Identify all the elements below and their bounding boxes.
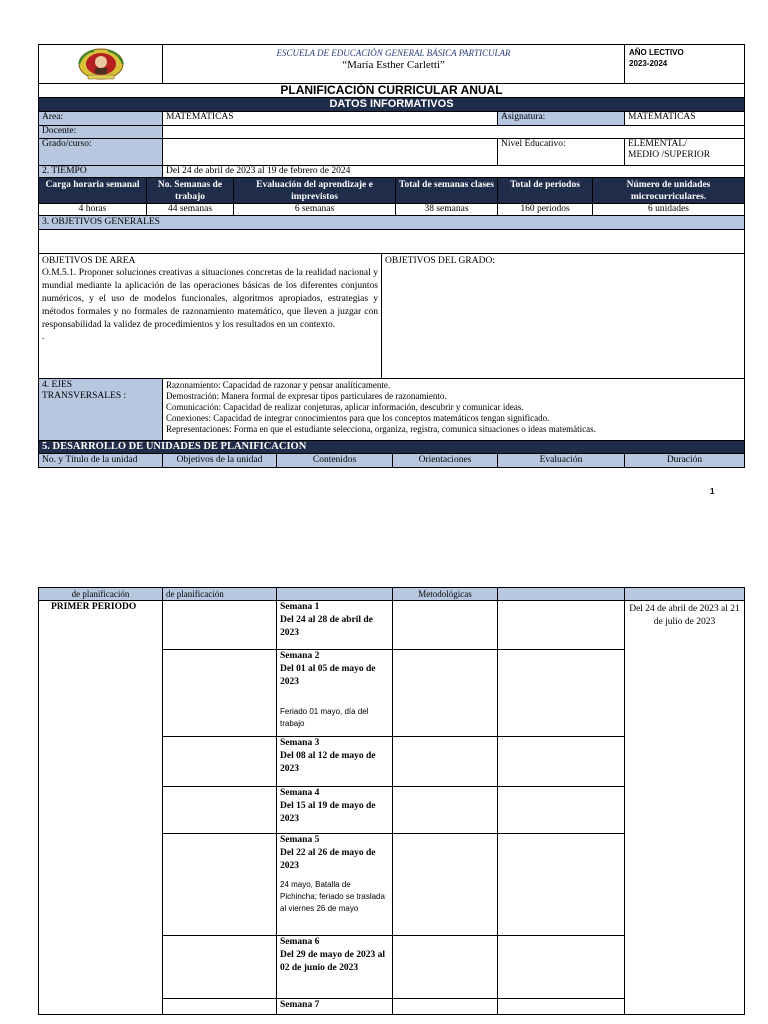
week-dates: Del 29 de mayo de 2023 al 02 de junio de 2023 — [280, 950, 386, 973]
grado-value — [162, 138, 498, 166]
desarrollo-header-2: Objetivos de la unidad — [162, 453, 277, 468]
tiempo-header-6: Número de unidades microcurriculares. — [592, 177, 745, 204]
week-row-orientaciones — [392, 600, 498, 650]
tiempo-value-3: 6 semanas — [233, 203, 396, 216]
datos-informativos-heading: DATOS INFORMATIVOS — [38, 97, 745, 112]
school-name-cell — [162, 44, 625, 84]
week-row-objetivos — [162, 935, 277, 999]
objetivos-grado-title: OBJETIVOS DEL GRADO: — [385, 256, 495, 266]
p2-header-1: de planificación — [38, 587, 163, 601]
objetivos-area-text: O.M.5.1. Proponer soluciones creativas a situaciones concretas de la realidad nacional y mundial mediante la aplicación de las operaciones básicas de los diferentes conjuntos numéricos, y el uso de modelos funcionales, algoritmos apropiados, estrategias y métodos formales y no formales de razonamiento matemático, que lleven a juzgar con responsabilidad la validez de procedimientos y los resultados en un contexto. — [42, 268, 378, 330]
week-dates: Del 01 al 05 de mayo de 2023 — [280, 664, 376, 687]
year-value: 2023-2024 — [629, 59, 668, 68]
week-row-objetivos — [162, 833, 277, 936]
tiempo-header-4: Total de semanas clases — [395, 177, 498, 204]
week-dates: Del 24 al 28 de abril de 2023 — [280, 615, 373, 638]
school-line-1: ESCUELA DE EDUCACIÒN GENERAL BÁSICA PARTICULAR — [276, 48, 511, 58]
week-2-cell — [276, 649, 393, 737]
ejes-label-2: TRANSVERSALES : — [42, 391, 127, 401]
week-row-evaluacion — [497, 786, 625, 834]
week-row-evaluacion — [497, 600, 625, 650]
tiempo-header-3: Evaluación del aprendizaje e imprevistos — [233, 177, 396, 204]
week-dates: Del 22 al 26 de mayo de 2023 — [280, 848, 376, 871]
week-6-cell — [276, 935, 393, 999]
week-row-orientaciones — [392, 649, 498, 737]
week-title: Semana 4 — [280, 788, 320, 798]
year-cell — [624, 44, 745, 84]
objetivos-spacer-row — [38, 229, 745, 254]
week-7-cell — [276, 998, 393, 1015]
week-1-cell — [276, 600, 393, 650]
week-row-evaluacion — [497, 736, 625, 787]
week-row-orientaciones — [392, 833, 498, 936]
desarrollo-header-1: No. y Título de la unidad — [38, 453, 163, 468]
tiempo-value-5: 160 periodos — [497, 203, 593, 216]
ejes-items-cell — [162, 378, 745, 441]
desarrollo-header-6: Duración — [624, 453, 745, 468]
nivel-value-2: MEDIO /SUPERIOR — [628, 150, 711, 160]
period-cell: PRIMER PERIODO — [38, 600, 163, 1015]
ejes-item: Demostración: Manera formal de expresar tipos particulares de razonamiento. — [166, 391, 447, 401]
week-title: Semana 3 — [280, 738, 320, 748]
tiempo-header-2: No. Semanas de trabajo — [146, 177, 234, 204]
nivel-label: Nivel Educativo: — [497, 138, 625, 166]
week-row-evaluacion — [497, 935, 625, 999]
logo-cell — [38, 44, 163, 84]
week-row-evaluacion — [497, 998, 625, 1015]
docente-label: Docente: — [38, 125, 163, 139]
objetivos-area-title: OBJETIVOS DE AREA — [42, 256, 136, 266]
page-number: 1 — [710, 487, 715, 496]
desarrollo-header-3: Contenidos — [276, 453, 393, 468]
ejes-label-cell — [38, 378, 163, 441]
year-label: AÑO LECTIVO — [629, 48, 684, 57]
objetivos-section-label: 3. OBJETIVOS GENERALES — [38, 215, 745, 230]
week-dates: Del 08 al 12 de mayo de 2023 — [280, 751, 376, 774]
week-row-objetivos — [162, 649, 277, 737]
ejes-item: Razonamiento: Capacidad de razonar y pensar analíticamente. — [166, 380, 391, 390]
week-note: 24 mayo, Batalla de Pichincha; feriado se traslada al viernes 26 de mayo — [280, 880, 385, 913]
week-row-objetivos — [162, 998, 277, 1015]
ejes-item: Comunicación: Capacidad de realizar conjeturas, aplicar información, descubrir y comunicar ideas. — [166, 402, 524, 412]
school-line-2: “María Esther Carletti” — [342, 59, 445, 71]
ejes-label-1: 4. EJES — [42, 380, 73, 390]
week-row-objetivos — [162, 786, 277, 834]
desarrollo-header-5: Evaluación — [497, 453, 625, 468]
week-title: Semana 2 — [280, 651, 320, 661]
week-row-orientaciones — [392, 786, 498, 834]
area-value: MATEMATICAS — [162, 111, 498, 126]
docente-value — [162, 125, 745, 139]
p2-header-5 — [497, 587, 625, 601]
asignatura-label: Asignatura: — [497, 111, 625, 126]
desarrollo-section-label: 5. DESARROLLO DE UNIDADES DE PLANIFICACIÓN — [38, 440, 745, 454]
tiempo-value-4: 38 semanas — [395, 203, 498, 216]
week-note: Feriado 01 mayo, día del trabajo — [280, 707, 369, 728]
desarrollo-header-4: Orientaciones — [392, 453, 498, 468]
duration-cell: Del 24 de abril de 2023 al 21 de julio de 2023 — [624, 600, 745, 1015]
week-title: Semana 6 — [280, 937, 320, 947]
week-row-orientaciones — [392, 998, 498, 1015]
p2-header-4: Metodológicas — [392, 587, 498, 601]
objetivos-area-cell — [38, 253, 382, 379]
week-dates: Del 15 al 19 de mayo de 2023 — [280, 801, 376, 824]
week-title: Semana 1 — [280, 602, 320, 612]
week-row-orientaciones — [392, 935, 498, 999]
week-title: Semana 7 — [280, 1000, 320, 1010]
tiempo-value: Del 24 de abril de 2023 al 19 de febrero de 2024 — [162, 165, 745, 178]
p2-header-6 — [624, 587, 745, 601]
tiempo-value-2: 44 semanas — [146, 203, 234, 216]
p2-header-3 — [276, 587, 393, 601]
nivel-value — [624, 138, 745, 166]
area-label: Area: — [38, 111, 163, 126]
week-3-cell — [276, 736, 393, 787]
tiempo-value-6: 6 unidades — [592, 203, 745, 216]
asignatura-value: MATEMATICAS — [624, 111, 745, 126]
tiempo-header-5: Total de periodos — [497, 177, 593, 204]
ejes-item: Representaciones: Forma en que el estudiante selecciona, organiza, registra, comunica situaciones o ideas matemáticas. — [166, 424, 596, 434]
week-row-objetivos — [162, 600, 277, 650]
week-5-cell — [276, 833, 393, 936]
objetivos-area-dot: . — [42, 332, 45, 342]
week-row-orientaciones — [392, 736, 498, 787]
grado-label: Grado/curso: — [38, 138, 163, 166]
tiempo-label: 2. TIEMPO — [38, 165, 163, 178]
week-row-objetivos — [162, 736, 277, 787]
tiempo-header-1: Carga horaria semanal — [38, 177, 147, 204]
school-logo-icon — [76, 47, 126, 81]
tiempo-value-1: 4 horas — [38, 203, 147, 216]
week-row-evaluacion — [497, 833, 625, 936]
week-4-cell — [276, 786, 393, 834]
week-title: Semana 5 — [280, 835, 320, 845]
objetivos-grado-cell — [381, 253, 745, 379]
doc-title: PLANIFICACIÓN CURRICULAR ANUAL — [38, 83, 745, 98]
week-row-evaluacion — [497, 649, 625, 737]
ejes-item: Conexiones: Capacidad de integrar conocimientos para que los conceptos matemáticos tengan significado. — [166, 413, 550, 423]
nivel-value-1: ELEMENTAL/ — [628, 139, 687, 149]
p2-header-2: de planificación — [162, 587, 277, 601]
